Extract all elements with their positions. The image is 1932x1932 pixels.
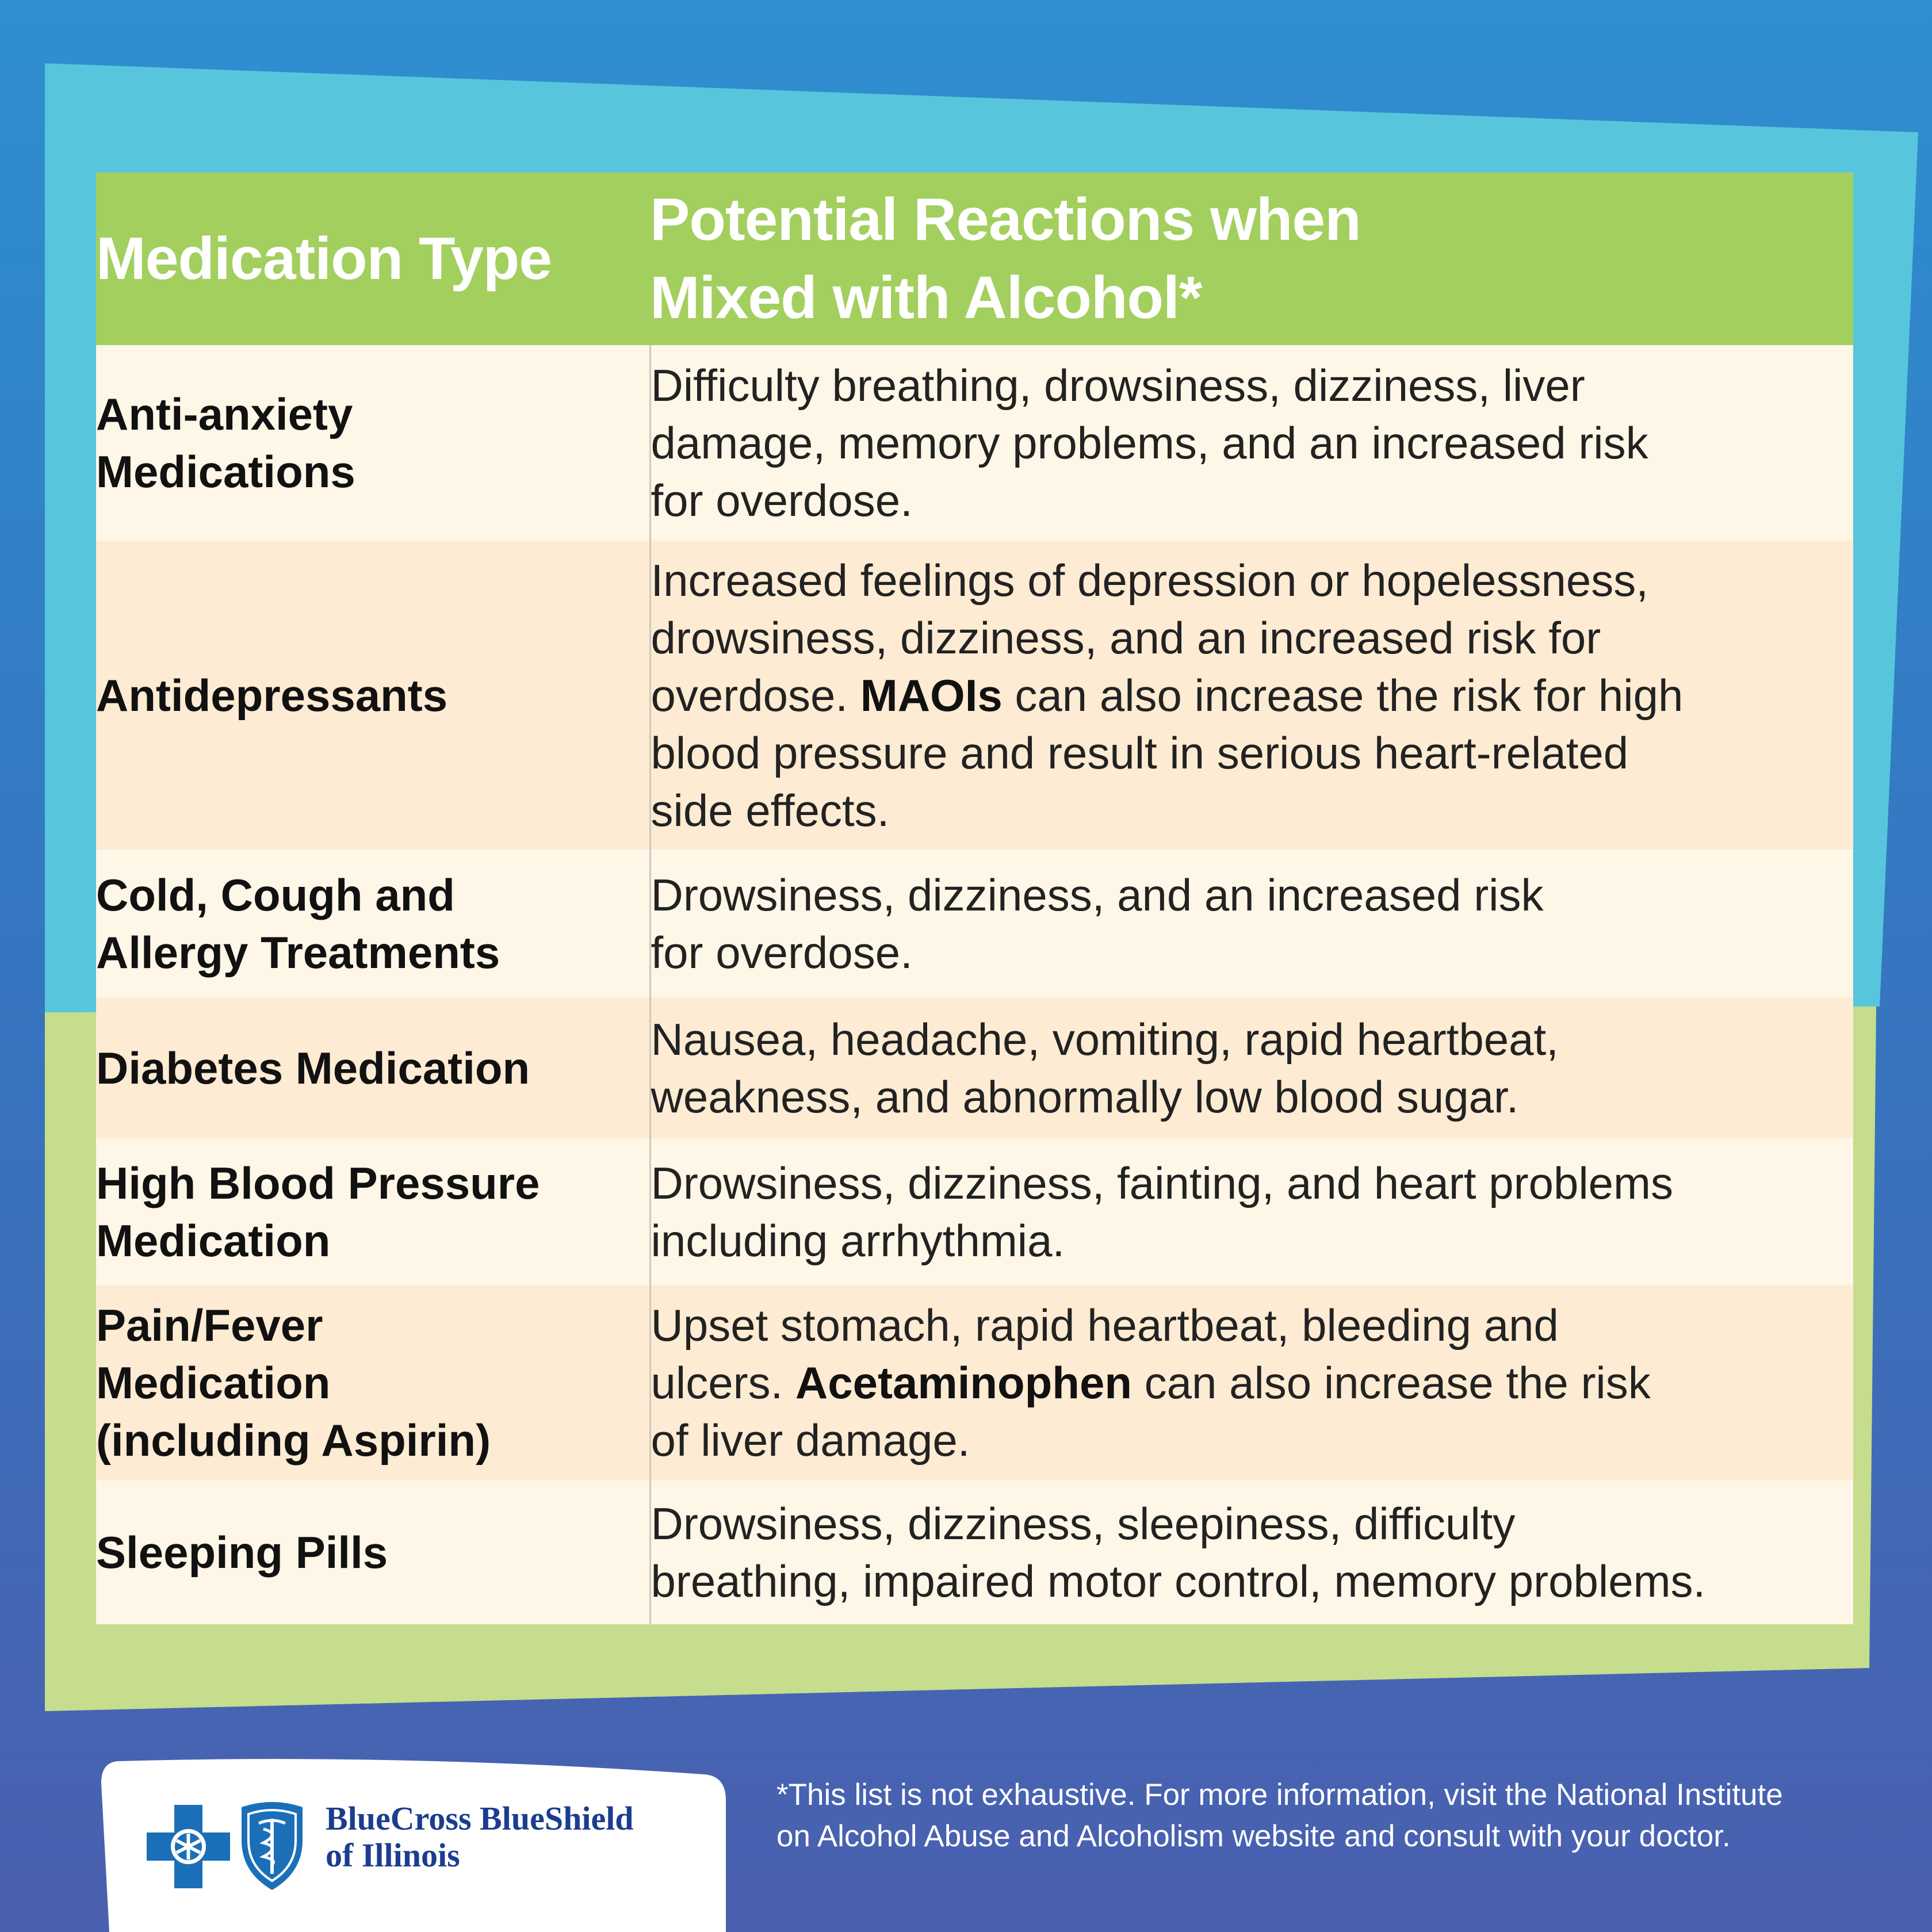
reaction-line: drowsiness, dizziness, and an increased risk for [651,612,1601,663]
reaction-line: Drowsiness, dizziness, fainting, and heart problems [651,1157,1674,1208]
reaction-line: weakness, and abnormally low blood sugar. [651,1071,1519,1122]
reaction-line: blood pressure and result in serious heart-related [651,727,1629,778]
blue-shield-icon [236,1800,308,1892]
table-row [96,345,1853,541]
reaction-text: ulcers. [651,1357,795,1408]
reaction-cell [650,1480,1853,1624]
footnote-line: on Alcohol Abuse and Alcoholism website and consult with your doctor. [776,1819,1731,1853]
medication-type-line: (including Aspirin) [96,1415,491,1466]
reaction-line: side effects. [651,785,890,836]
medication-type-line: Antidepressants [96,669,448,721]
medication-type-cell [96,345,650,541]
reaction-text: can also increase the risk [1131,1357,1651,1408]
reaction-cell [650,997,1853,1138]
reaction-line: Increased feelings of depression or hopelessness, [651,554,1648,606]
medication-type-cell [96,850,650,997]
reaction-text: overdose. [651,669,860,721]
reaction-cell [650,1285,1853,1480]
header-potential-reactions [650,173,1853,345]
table-row [96,1138,1853,1285]
medication-type-line: Cold, Cough and [96,869,455,920]
reaction-cell [650,345,1853,541]
medication-type-line: Diabetes Medication [96,1042,530,1093]
table-row [96,1285,1853,1480]
reaction-line: Nausea, headache, vomiting, rapid heartbeat, [651,1013,1559,1065]
reaction-line: for overdose. [651,475,913,526]
medication-type-cell [96,997,650,1138]
header-medication-type: Medication Type [96,173,650,345]
table-row [96,997,1853,1138]
table-row [96,850,1853,997]
reaction-cell [650,850,1853,997]
logo-line: of Illinois [326,1837,460,1874]
medication-type-line: High Blood Pressure [96,1157,540,1208]
footnote [776,1774,1915,1857]
header-reactions-line: Potential Reactions when [650,186,1361,253]
reaction-line: Difficulty breathing, drowsiness, dizziness, liver [651,360,1585,411]
medication-type-cell [96,1480,650,1624]
medication-type-cell [96,1285,650,1480]
medication-type-line: Medications [96,446,355,497]
reaction-line: for overdose. [651,927,913,978]
reaction-bold-term: Acetaminophen [795,1357,1132,1408]
medication-type-line: Medication [96,1215,331,1266]
medication-type-line: Sleeping Pills [96,1527,388,1578]
blue-cross-icon [147,1805,230,1888]
table-header-row [96,173,1853,345]
reaction-line: Drowsiness, dizziness, and an increased risk [651,869,1544,920]
reaction-line: damage, memory problems, and an increased risk [651,418,1648,468]
reaction-bold-term: MAOIs [860,669,1003,721]
medication-type-cell [96,541,650,850]
medication-type-line: Allergy Treatments [96,927,500,978]
reaction-cell [650,1138,1853,1285]
medication-alcohol-table [96,173,1853,1624]
medication-type-line: Anti-anxiety [96,389,353,439]
reaction-line [651,1354,1854,1411]
header-reactions-line: Mixed with Alcohol* [650,265,1202,331]
bcbs-logo-text [326,1800,634,1874]
table-row [96,541,1853,850]
medication-type-cell [96,1138,650,1285]
reaction-line: of liver damage. [651,1415,970,1466]
footnote-line: *This list is not exhaustive. For more information, visit the National Institute [776,1778,1783,1812]
reaction-text: can also increase the risk for high [1002,669,1684,721]
table-row [96,1480,1853,1624]
medication-type-line: Pain/Fever [96,1300,323,1351]
reaction-line: including arrhythmia. [651,1215,1065,1266]
logo-line: BlueCross BlueShield [326,1800,634,1837]
reaction-line: Upset stomach, rapid heartbeat, bleeding and [651,1300,1559,1351]
reaction-cell [650,541,1853,850]
reaction-line: Drowsiness, dizziness, sleepiness, difficulty [651,1498,1516,1549]
medication-type-line: Medication [96,1357,331,1408]
reaction-line [651,667,1854,724]
reaction-line: breathing, impaired motor control, memory problems. [651,1556,1706,1606]
